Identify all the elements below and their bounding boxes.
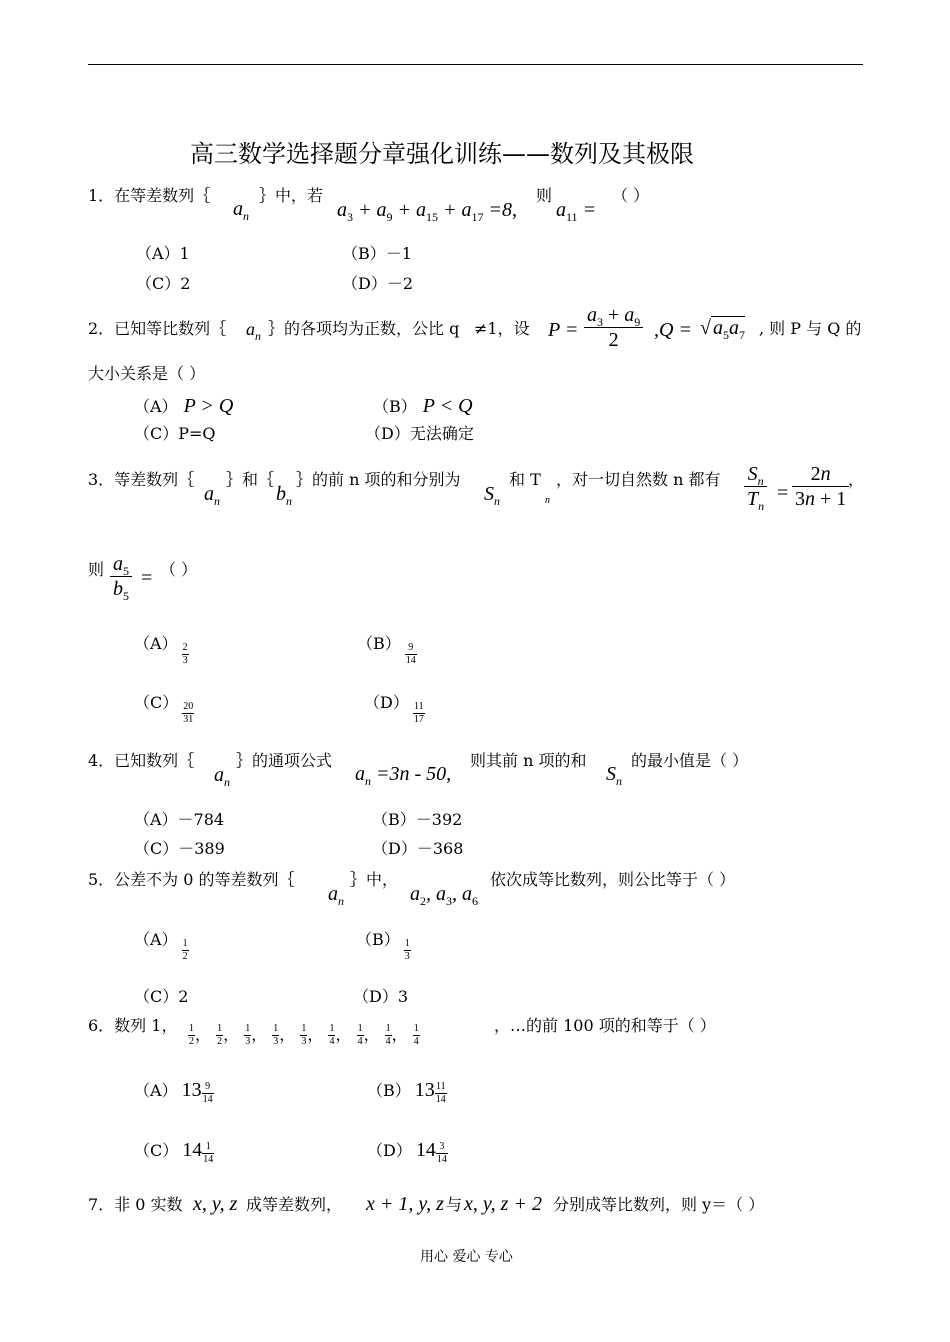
q3-comma: ， [848, 470, 865, 489]
q6-option-d: （D） 14 $\frac{3}{14}$ [367, 1139, 447, 1165]
q3-target-fraction: $\frac{a_5}{b_5}$ [110, 554, 132, 599]
q1-option-c: （C）2 [136, 274, 191, 293]
q2-q-label: ,Q = [654, 319, 692, 341]
q4-stem-b: ｝的通项公式 [236, 751, 333, 770]
q2-stem-b: ｝的各项均为正数，公比 q [268, 319, 460, 338]
q2-q-sqrt: √ $a_5a_7$ [700, 317, 745, 342]
q3-equals: = [777, 482, 789, 504]
q4-stem-c: 则其前 n 项的和 [470, 751, 587, 770]
q3-option-b: （B） $\frac{9}{14}$ [357, 634, 416, 666]
q3-ratio-fraction: $\frac{S_n}{T_n}$ [744, 464, 767, 509]
q7-stem-c: 与 [446, 1195, 463, 1214]
q1-option-b: （B）－1 [342, 244, 412, 263]
q3-stem-e: ，对一切自然数 n 都有 [556, 470, 721, 489]
q3-stem-a: 3．等差数列｛ [88, 470, 195, 489]
q4-sum-symbol: $S_n$ [606, 763, 622, 788]
q3-stem-c: ｝的前 n 项的和分别为 [296, 470, 461, 489]
q6-stem-tail: ，…的前 100 项的和等于（ ） [494, 1016, 716, 1035]
q3-then: 则 [88, 560, 105, 579]
q5-stem-b: ｝中， [350, 870, 399, 889]
q7-second-triple: x, y, z + 2 [464, 1193, 542, 1215]
q1-answer-paren: （ ） [612, 186, 650, 205]
q6-option-a: （A） 13 $\frac{9}{14}$ [134, 1079, 213, 1105]
q2-p-fraction: $\frac{a_3 + a_9}{2}$ [584, 305, 643, 350]
q4-option-b: （B）－392 [372, 810, 463, 829]
q1-stem-a: 1．在等差数列｛ [88, 186, 211, 205]
q7-first-triple: x + 1, y, z [366, 1193, 444, 1215]
q6-sequence-terms: $\frac{1}{2}$ ， $\frac{1}{2}$ ， $\frac{1}{3}$ ， $\frac{1}{3}$ ， $\frac{1}{3}$ ， $\frac{1}{4}$ ， $\frac{1}{4}$ ， $\frac{1}{4}$ ， $\frac{1}{4}$ [189, 1023, 419, 1047]
q4-option-c: （C）－389 [134, 839, 225, 858]
q6-option-b: （B） 13 $\frac{11}{14}$ [367, 1079, 446, 1105]
q5-stem-a: 5．公差不为 0 的等差数列｛ [88, 870, 295, 889]
page-footer: 用心 爱心 专心 [420, 1249, 513, 1265]
q5-option-a: （A） $\frac{1}{2}$ [134, 930, 188, 962]
q4-option-d: （D）－368 [372, 839, 464, 858]
q4-stem-d: 的最小值是（ ） [631, 751, 749, 770]
q3-stem-b: ｝和｛ [226, 470, 275, 489]
q7-stem-a: 7．非 0 实数 [88, 1195, 183, 1214]
q2-p-label: P = [548, 319, 579, 341]
q3-option-a: （A） $\frac{2}{3}$ [134, 634, 188, 666]
q2-option-d: （D）无法确定 [365, 424, 474, 443]
q7-xyz: x, y, z [193, 1193, 238, 1215]
q3-answer-paren: （ ） [160, 560, 198, 579]
page-title: 高三数学选择题分章强化训练——数列及其极限 [190, 140, 694, 168]
q5-sequence-symbol: $a_n$ [328, 883, 344, 908]
q1-condition: $a_3 + a_9 + a_{15} + a_{17} =8$, [337, 199, 517, 224]
q2-stem-line2: 大小关系是（ ） [88, 364, 206, 383]
q2-option-a: （A） P > Q [134, 395, 234, 417]
q3-ratio-value: $\frac{2n}{3n + 1}$ [792, 464, 849, 509]
q1-target: $a_{11}$ = [556, 199, 597, 224]
q5-terms: $a_2$, $a_3$, $a_6$ [410, 883, 478, 908]
q2-option-c: （C）P=Q [134, 424, 216, 443]
q3-sequence-a: $a_n$ [204, 483, 220, 508]
q2-neq: ≠1，设 [474, 319, 530, 338]
q7-stem-d: 分别成等比数列，则 y＝（ ） [553, 1195, 765, 1214]
q3-target-equals: = [141, 567, 153, 589]
q2-stem-a: 2．已知等比数列｛ [88, 319, 227, 338]
q2-sequence-symbol: $a_n$ [246, 319, 261, 343]
q5-option-c: （C）2 [134, 987, 189, 1006]
q1-option-a: （A）1 [136, 244, 190, 263]
q3-sum-t-subscript: n [545, 495, 550, 506]
q3-stem-d: 和 T [509, 470, 541, 489]
q2-stem-c: , 则 P 与 Q 的 [759, 319, 862, 338]
q3-option-d: （D） $\frac{11}{17}$ [364, 693, 424, 725]
q5-option-d: （D）3 [353, 987, 409, 1006]
q4-formula: $a_n =3n - 50$, [355, 763, 452, 788]
q6-option-c: （C） 14 $\frac{1}{14}$ [134, 1139, 214, 1165]
q1-sequence-symbol: $a_n$ [233, 198, 249, 223]
q3-sequence-b: $b_n$ [276, 483, 292, 508]
q7-stem-b: 成等差数列， [246, 1195, 343, 1214]
q4-option-a: （A）－784 [134, 810, 225, 829]
q4-sequence-symbol: $a_n$ [214, 764, 230, 789]
q2-option-b: （B） P < Q [373, 395, 473, 417]
q3-sum-s: $S_n$ [484, 483, 500, 508]
q5-stem-c: 依次成等比数列，则公比等于（ ） [490, 870, 736, 889]
q4-stem-a: 4．已知数列｛ [88, 751, 195, 770]
header-rule [88, 64, 863, 65]
q6-stem-a: 6．数列 1， [88, 1016, 178, 1035]
q1-then: 则 [536, 186, 553, 205]
q1-stem-b: ｝中，若 [259, 186, 324, 205]
q1-option-d: （D）－2 [342, 274, 414, 293]
q3-option-c: （C） $\frac{20}{31}$ [134, 693, 194, 725]
q5-option-b: （B） $\frac{1}{3}$ [356, 930, 410, 962]
